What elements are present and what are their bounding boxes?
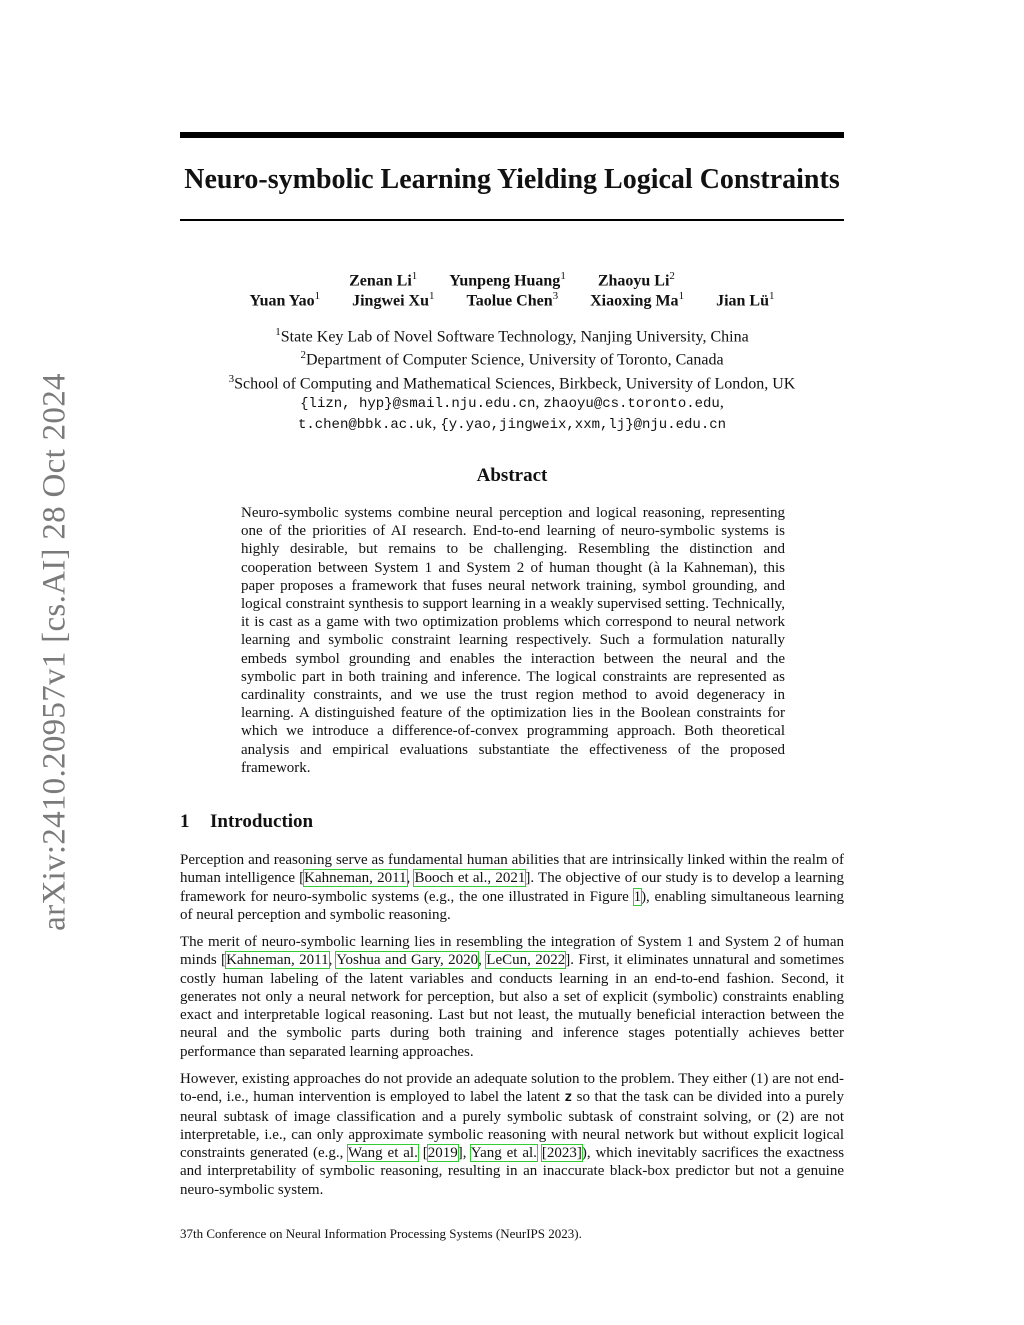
author: Xiaoxing Ma$^1$ bbox=[590, 290, 685, 310]
citation-link[interactable]: Kahneman, 2011 bbox=[304, 870, 407, 887]
email[interactable]: {y.yao,jingweix,xxm,lj}@nju.edu.cn bbox=[440, 416, 727, 433]
section-number: 1 bbox=[180, 811, 190, 832]
section-heading bbox=[180, 810, 313, 834]
author: Jian $Lü^1$ bbox=[716, 290, 775, 310]
citation-link[interactable]: Kahneman, 2011 bbox=[226, 952, 329, 969]
citation-link[interactable]: 2019 bbox=[427, 1145, 458, 1162]
paper-title: Neuro-symbolic Learning Yielding Logical Constraints bbox=[184, 164, 840, 195]
citation-link[interactable]: Yang et al. bbox=[470, 1145, 537, 1162]
title-top-rule bbox=[180, 132, 844, 138]
affiliation: $^3$School of Computing and Mathematical Sciences, Birkbeck, University of London, UK bbox=[228, 372, 796, 392]
abstract-text: Neuro-symbolic systems combine neural perception and logical reasoning, representing one of the priorities of AI research. End-to-end learning of neuro-symbolic systems is highly desirable, but remains to be challenging. Resembling the distinction and cooperation between System 1 and System 2 of human thought (à la Kahneman), this paper proposes a framework that fuses neural network training, symbol grounding, and logical constraint synthesis to support learning in a weakly supervised setting. Technically, it is cast as a game with two optimization problems which correspond to neural network learning and symbolic constraint learning respectively. Such a formulation naturally embeds symbol grounding and enables the interaction between the neural and the symbolic part in both training and inference. The logical constraints are represented as cardinality constraints, and we use the trust region method to avoid degeneracy in learning. A distinguished feature of the optimization lies in the Boolean constraints for which we introduce a difference-of-convex programming approach. Both theoretical analysis and empirical evaluations substantiate the effectiveness of the proposed framework. bbox=[241, 505, 785, 776]
conference-footnote: 37th Conference on Neural Information Processing Systems (NeurIPS 2023). bbox=[180, 1226, 582, 1241]
citation-link[interactable]: LeCun, 2022 bbox=[486, 952, 566, 969]
email[interactable]: t.chen@bbk.ac.uk bbox=[297, 416, 433, 433]
figure-link[interactable]: 1 bbox=[633, 888, 642, 905]
citation-link[interactable]: Booch et al., 2021 bbox=[414, 870, 526, 887]
affiliation: $^1$State Key Lab of Novel Software Technology, Nanjing University, China bbox=[275, 326, 749, 346]
title-bottom-rule bbox=[180, 219, 844, 221]
latent-variable: z bbox=[564, 1090, 573, 1106]
abstract-heading: Abstract bbox=[476, 465, 548, 486]
email-line: t.chen@bbk.ac.uk, {y.yao,jingweix,xxm,lj}@nju.edu.cn bbox=[297, 414, 727, 433]
affiliation: $^2$Department of Computer Science, University of Toronto, Canada bbox=[300, 349, 724, 369]
author: Yuan Yao$^1$ bbox=[249, 290, 321, 310]
email[interactable]: zhaoyu@cs.toronto.edu bbox=[543, 395, 720, 412]
citation-link[interactable]: Wang et al. bbox=[348, 1145, 418, 1162]
author: Yunpeng Huang$^1$ bbox=[449, 270, 566, 290]
citation-link[interactable]: Yoshua and Gary, 2020 bbox=[336, 952, 479, 969]
citation-link[interactable]: [2023] bbox=[541, 1145, 582, 1162]
author: Zenan Li$^1$ bbox=[349, 270, 418, 290]
intro-paragraph-1: Perception and reasoning serve as fundamental human abilities that are intrinsically linked within the realm of human intelligence [Kahneman, 2011, Booch et al., 2021]. The objective of our study is to develop a learning framework for neuro-symbolic systems (e.g., the one illustrated in Figure 1), enabling simultaneous learning of neural perception and symbolic reasoning. bbox=[180, 852, 844, 923]
author: Zhaoyu Li$^2$ bbox=[597, 270, 675, 290]
author: Jingwei Xu$^1$ bbox=[352, 290, 435, 310]
author-row-2 bbox=[180, 286, 844, 311]
email-line: {lizn, hyp}@smail.nju.edu.cn, zhaoyu@cs.toronto.edu, bbox=[300, 393, 724, 412]
section-title: Introduction bbox=[210, 811, 314, 832]
intro-paragraph-2: The merit of neuro-symbolic learning lies in resembling the integration of System 1 and System 2 of human minds [Kahneman, 2011, Yoshua and Gary, 2020, LeCun, 2022]. First, it eliminates unnatural and sometimes costly human labeling of the latent variables and conducts learning in an end-to-end fashion. Second, it generates not only a neural network for perception, but also a set of explicit (symbolic) constraints enabling exact and interpretable logical reasoning. Last but not least, the mutually beneficial interaction between the neural and the symbolic parts during both training and inference stages potentially achieves better performance than separated learning approaches. bbox=[180, 934, 845, 1060]
intro-paragraph-3: However, existing approaches do not provide an adequate solution to the problem. They either (1) are not end-to-end, i.e., human intervention is employed to label the latent z so that the task can be divided into a purely neural subtask of image classification and a purely symbolic subtask of constraint solving, or (2) are not interpretable, i.e., can only approximate symbolic reasoning with neural network but without explicit logical constraints generated (e.g., Wang et al. [2019], Yang et al. [2023]), which inevitably sacrifices the exactness and interpretability of symbolic reasoning, resulting in an inaccurate black-box predictor but not a genuine neuro-symbolic system. bbox=[180, 1071, 845, 1198]
arxiv-identifier: arXiv:2410.20957v1 [cs.AI] 28 Oct 2024 bbox=[36, 373, 73, 931]
affiliations bbox=[180, 323, 844, 435]
author: Taolue Chen$^3$ bbox=[466, 290, 559, 310]
email[interactable]: {lizn, hyp}@smail.nju.edu.cn bbox=[300, 395, 536, 412]
